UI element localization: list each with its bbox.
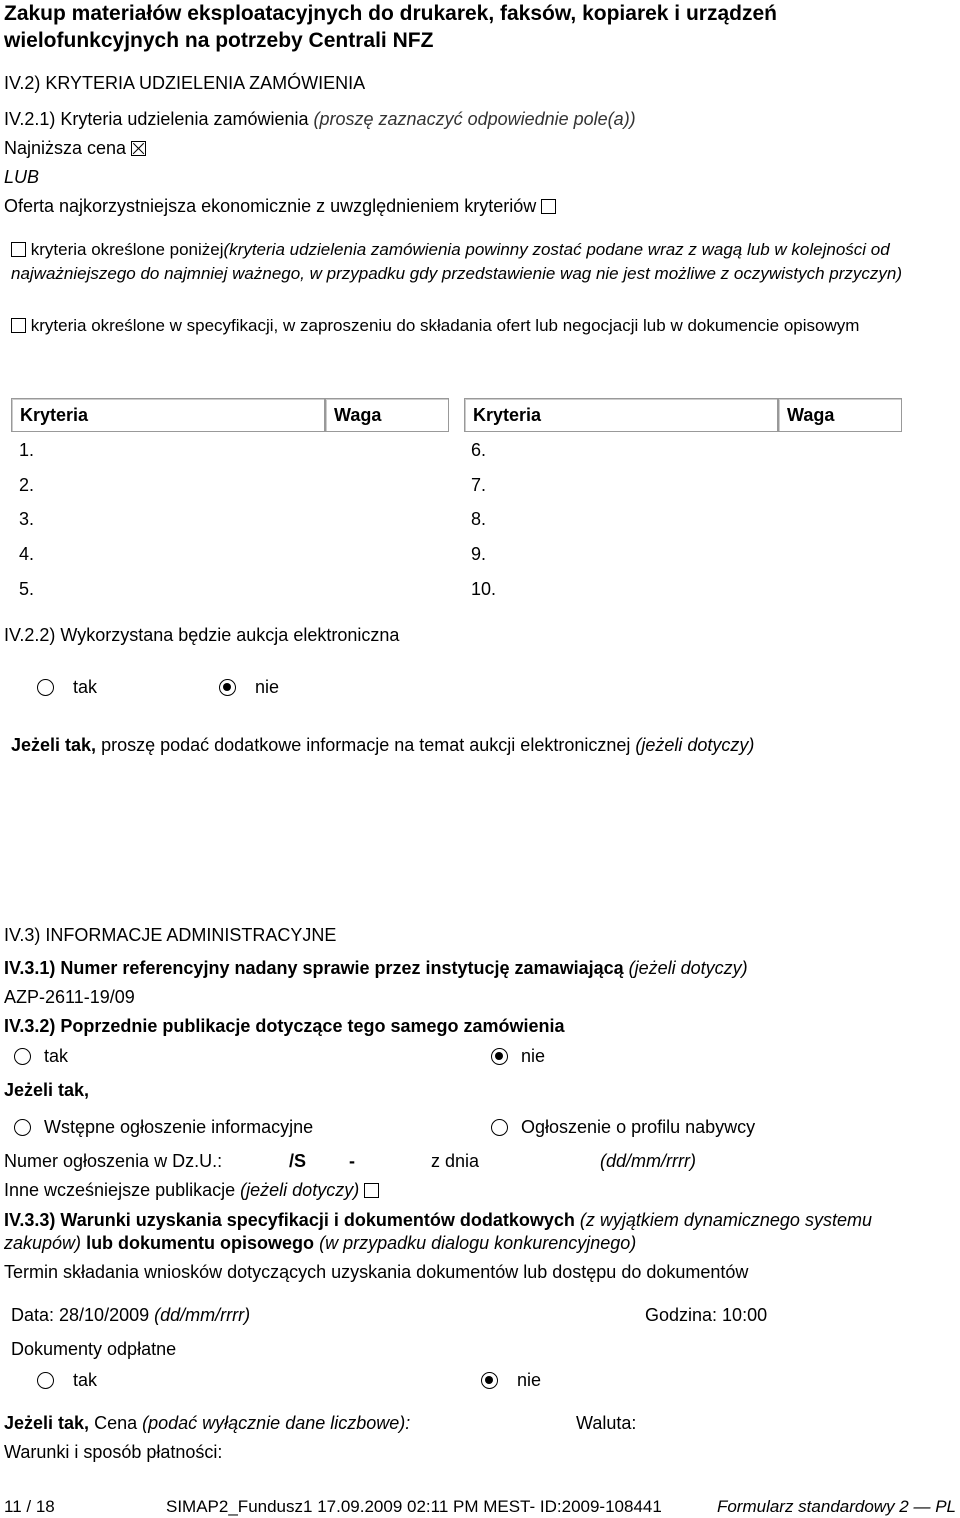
payment-terms-label: Warunki i sposób płatności: [4,1442,223,1462]
notice-date-format: (dd/mm/rrrr) [600,1151,696,1171]
auction-yes-option[interactable]: tak [37,677,97,698]
table-header-weight: Waga [325,398,449,432]
table-header-weight: Waga [778,398,902,432]
table-row: 5. [19,579,35,599]
radio-empty-icon[interactable] [14,1048,31,1065]
lowest-price-option: Najniższa cena [4,138,146,159]
table-header-criteria: Kryteria [11,398,325,432]
table-row: 7. [471,475,487,495]
radio-selected-icon[interactable] [491,1048,508,1065]
table-row: 1. [19,440,35,460]
footer-document-id: SIMAP2_Fundusz1 17.09.2009 02:11 PM MEST- ID:2009-108441 [166,1497,662,1516]
radio-empty-icon[interactable] [14,1119,31,1136]
currency-label: Waluta: [576,1413,637,1433]
checkbox-empty-icon[interactable] [364,1183,379,1198]
or-label: LUB [4,167,40,187]
table-row: 9. [471,544,487,564]
if-yes-label: Jeżeli tak, [4,1080,90,1100]
section-iv33-heading: IV.3.3) Warunki uzyskania specyfikacji i dokumentów dodatkowych (z wyjątkiem dynamicznego systemu zakupów) lub dokumentu opisowego (w przypadku dialogu konkurencyjnego) [4,1210,872,1253]
section-iv21-heading: IV.2.1) Kryteria udzielenia zamówienia (proszę zaznaczyć odpowiednie pole(a)) [4,109,636,129]
checkbox-empty-icon[interactable] [541,199,556,214]
paid-yes-option[interactable]: tak [37,1370,97,1391]
deadline-date: Data: 28/10/2009 (dd/mm/rrrr) [11,1305,251,1325]
auction-no-option[interactable]: nie [219,677,279,698]
notice-number-label: Numer ogłoszenia w Dz.U.: [4,1151,223,1171]
table-row: 4. [19,544,35,564]
prev-pub-yes-option[interactable]: tak [14,1046,68,1067]
radio-selected-icon[interactable] [481,1372,498,1389]
price-label: Jeżeli tak, Cena (podać wyłącznie dane liczbowe): [4,1413,411,1433]
checkbox-empty-icon[interactable] [11,242,26,257]
section-iv32-heading: IV.3.2) Poprzednie publikacje dotyczące tego samego zamówienia [4,1016,565,1036]
section-iv2-heading: IV.2) KRYTERIA UDZIELENIA ZAMÓWIENIA [4,73,366,93]
table-row: 6. [471,440,487,460]
radio-empty-icon[interactable] [491,1119,508,1136]
footer-form-name: Formularz standardowy 2 — PL [716,1497,956,1516]
paid-no-option[interactable]: nie [481,1370,541,1391]
document-title: Zakup materiałów eksploatacyjnych do drukarek, faksów, kopiarek i urządzeń wielofunkcyjnych na potrzeby Centrali NFZ [4,2,777,52]
paid-documents-label: Dokumenty odpłatne [11,1339,177,1359]
radio-selected-icon[interactable] [219,679,236,696]
table-row: 8. [471,509,487,529]
radio-empty-icon[interactable] [37,1372,54,1389]
section-iv22-heading: IV.2.2) Wykorzystana będzie aukcja elektroniczna [4,625,400,645]
notice-date-label: z dnia [431,1151,480,1171]
prelim-notice-option[interactable]: Wstępne ogłoszenie informacyjne [14,1117,313,1138]
footer-page-number: 11 / 18 [4,1497,55,1516]
buyer-profile-option[interactable]: Ogłoszenie o profilu nabywcy [491,1117,755,1138]
notice-s-label: /S [289,1151,307,1171]
checkbox-empty-icon[interactable] [11,318,26,333]
criteria-spec-option: kryteria określone w specyfikacji, w zaproszeniu do składania ofert lub negocjacji lub w dokumencie opisowym [11,314,951,338]
table-header-criteria: Kryteria [464,398,778,432]
table-row: 2. [19,475,35,495]
other-publications-option: Inne wcześniejsze publikacje (jeżeli dotyczy) [4,1180,379,1201]
table-row: 10. [471,579,497,599]
reference-number: AZP-2611-19/09 [4,987,135,1007]
notice-dash: - [349,1151,355,1171]
section-iv3-heading: IV.3) INFORMACJE ADMINISTRACYJNE [4,925,337,945]
table-row: 3. [19,509,35,529]
deadline-label: Termin składania wniosków dotyczących uzyskania dokumentów lub dostępu do dokumentów [4,1262,749,1282]
best-offer-option: Oferta najkorzystniejsza ekonomicznie z uwzględnieniem kryteriów [4,196,556,217]
radio-empty-icon[interactable] [37,679,54,696]
checkbox-checked-icon[interactable] [131,141,146,156]
prev-pub-no-option[interactable]: nie [491,1046,545,1067]
section-iv31-heading: IV.3.1) Numer referencyjny nadany sprawie przez instytucję zamawiającą (jeżeli dotyczy) [4,958,748,978]
auction-info-label: Jeżeli tak, proszę podać dodatkowe informacje na temat aukcji elektronicznej (jeżeli dotyczy) [11,735,755,755]
deadline-time: Godzina: 10:00 [645,1305,768,1325]
criteria-below-option: kryteria określone poniżej(kryteria udzielenia zamówienia powinny zostać podane wraz z wagą lub w kolejności od najważniejszego do najmniej ważnego, w przypadku gdy przedstawienie wag nie jest możliwe z oczywistych przyczyn) [11,240,903,283]
